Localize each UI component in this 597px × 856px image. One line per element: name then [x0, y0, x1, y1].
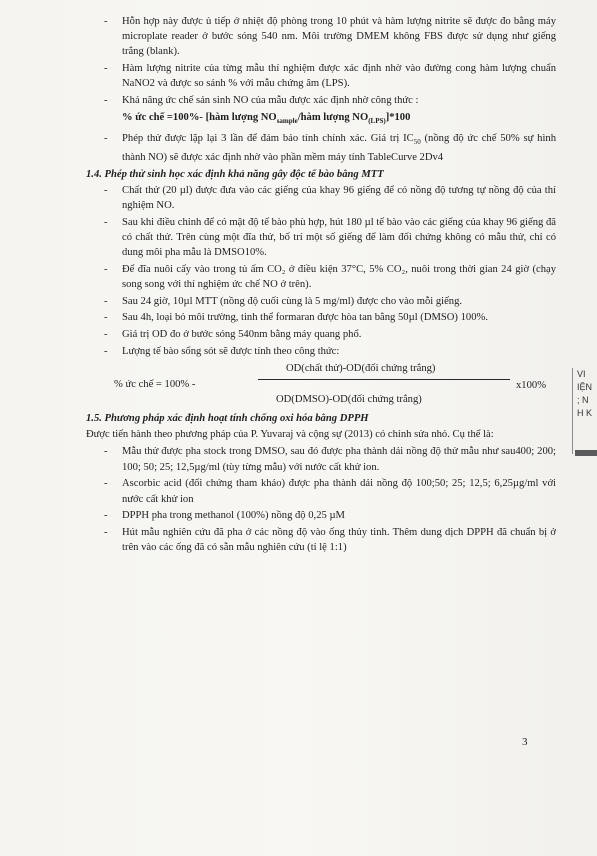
list-item: - DPPH pha trong methanol (100%) nồng độ 0,25 µM: [104, 510, 345, 522]
page-number: 3: [522, 736, 528, 748]
adjacent-page-fragment: VI IỆN ; N H K: [572, 368, 597, 454]
list-item: - Lượng tế bào sống sót sẽ được tính theo công thức:: [104, 345, 340, 357]
list-1-4: [86, 183, 556, 359]
formula-lhs: % ức chế = 100% -: [114, 378, 196, 390]
list-item: - Khả năng ức chế sản sinh NO của mẫu được xác định nhờ công thức :: [104, 95, 419, 107]
section-heading-1-4: 1.4. Phép thử sinh học xác định khả năng gây độc tế bào bằng MTT: [86, 168, 384, 180]
list-top: [86, 14, 556, 165]
list-item: - Chất thử (20 µl) được đưa vào các giếng của khay 96 giếng để có nồng độ tương tự nồng độ của thí nghiệm NO.: [104, 184, 556, 211]
list-item: - Phép thử được lặp lại 3 lần để đảm bảo tính chính xác. Giá trị $IC_{50}$ (nồng độ ức chế 50% sự hình thành NO) sẽ được xác định nhờ vào phần mềm máy tính TableCurve 2Dv4: [104, 132, 556, 163]
list-item: - Sau 4h, loại bỏ môi trường, tinh thể formaran được hòa tan bằng 50µl (DMSO) 100%.: [104, 312, 488, 324]
list-item: - Sau 24 giờ, 10µl MTT (nồng độ cuối cùng là 5 mg/ml) được cho vào mỗi giếng.: [104, 295, 463, 307]
list-item: - Giá trị OD đo ở bước sóng 540nm bằng máy quang phổ.: [104, 329, 362, 341]
list-item: - Mẫu thử được pha stock trong DMSO, sau đó được pha thành dải nồng độ thử mẫu như sau400; 200; 100; 50; 25; 12,5µg/ml (tùy từng mẫu) với nước cất khử ion.: [104, 446, 556, 473]
section-intro: Được tiến hành theo phương pháp của P. Yuvaraj và cộng sự (2013) có chỉnh sửa nhỏ. Cụ thể là:: [86, 429, 494, 441]
margin-bar: [575, 450, 597, 456]
section-heading-1-5: 1.5. Phương pháp xác định hoạt tính chống oxi hóa bằng DPPH: [86, 412, 369, 424]
formula-multiplier: x100%: [516, 379, 547, 391]
fraction-line: [258, 379, 510, 380]
formula-denominator: OD(DMSO)-OD(đối chứng trắng): [276, 393, 422, 405]
no-inhibition-formula: % ức chế =100%- [hàm lượng $NO_{sample}$/hàm lượng $NO_{(LPS)}]*100$: [122, 111, 411, 125]
list-item: - Hỗn hợp này được ủ tiếp ở nhiệt độ phòng trong 10 phút và hàm lượng nitrite sẽ được đo bằng máy microplate reader ở bước sóng 540 nm. Môi trường DMEM không FBS được sử dụng như giếng trắng (blank).: [104, 16, 556, 58]
list-item: - Ascorbic acid (đối chứng tham khảo) được pha thành dải nồng độ 100;50; 25; 12,5; 6,25µg/ml với nước cất khử ion: [104, 478, 556, 505]
formula-numerator: OD(chất thử)-OD(đối chứng trắng): [286, 362, 436, 374]
list-item: - Hút mẫu nghiên cứu đã pha ở các nồng độ vào ống thủy tinh. Thêm dung dịch DPPH đã chuẩn bị ở trên vào các ống đã có sẵn mẫu nghiên cứu (tỉ lệ 1:1): [104, 526, 556, 554]
list-item: - Hàm lượng nitrite của từng mẫu thí nghiệm được xác định nhờ vào đường cong hàm lượng chuẩn NaNO2 và được so sánh % với mẫu chứng âm (LPS).: [104, 63, 556, 90]
list-item: - Để đĩa nuôi cấy vào trong tủ ấm CO₂ ở điều kiện 37°C, 5% CO₂, nuôi trong thời gian 24 giờ (chạy song song với thí nghiệm ức chế NO ở trên).: [104, 263, 556, 290]
list-item: - Sau khi điều chỉnh để có mật độ tế bào phù hợp, hút 180 µl tế bào vào các giếng của khay 96 giếng đã có chất thử. Trên cùng một đĩa thử, bố trí một số giếng để làm đối chứng không có mẫu thử, chỉ có dung môi pha mẫu là DMSO10%.: [104, 216, 556, 259]
page-content: [86, 14, 556, 557]
mtt-formula: [86, 361, 556, 409]
list-1-5: [86, 444, 556, 555]
